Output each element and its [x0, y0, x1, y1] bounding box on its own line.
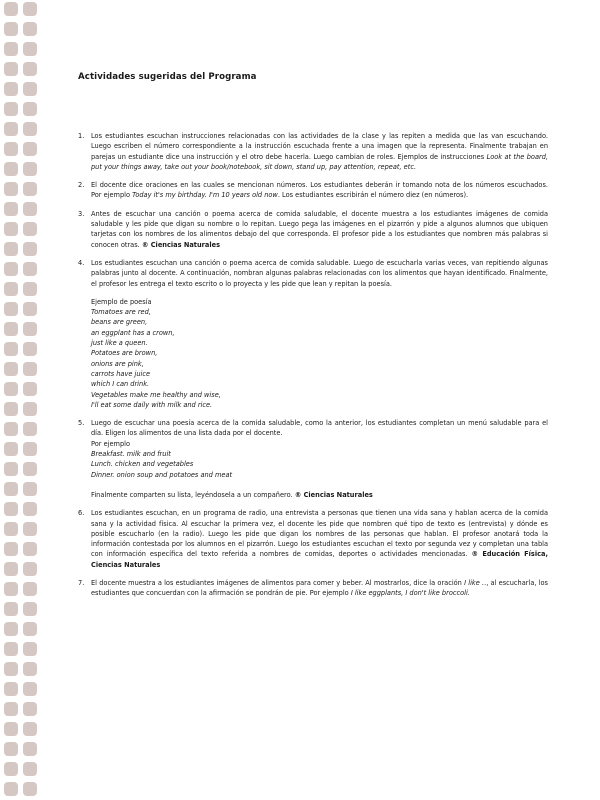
item-number: 2.: [78, 181, 85, 190]
example-label: Por ejemplo: [91, 439, 131, 448]
binding-hole: [4, 762, 18, 776]
binding-hole: [23, 262, 37, 276]
binding-hole: [4, 282, 18, 296]
binding-hole: [23, 102, 37, 116]
item-text: Luego de escuchar una poesía acerca de la comida saludable, como la anterior, los estudiantes completan un menú saludable para el día. Eligen los alimentos de una lista dada por el docente.: [91, 419, 548, 438]
item-number: 6.: [78, 509, 85, 518]
binding-hole: [23, 402, 37, 416]
poem-block: [91, 297, 548, 410]
binding-hole: [4, 322, 18, 336]
binding-hole: [23, 242, 37, 256]
poem-title: Ejemplo de poesía: [91, 297, 152, 306]
binding-hole: [23, 662, 37, 676]
binding-hole: [23, 422, 37, 436]
binding-hole: [23, 502, 37, 516]
binding-hole: [4, 422, 18, 436]
binding-hole: [4, 382, 18, 396]
list-item: [78, 180, 548, 201]
binding-hole: [23, 522, 37, 536]
item-number: 1.: [78, 132, 85, 140]
binding-hole: [4, 522, 18, 536]
menu-example: Lunch. chicken and vegetables: [91, 460, 194, 469]
binding-hole: [23, 782, 37, 796]
poem-line: which I can drink.: [91, 380, 150, 389]
binding-hole: [4, 262, 18, 276]
binding-hole: [4, 102, 18, 116]
binding-hole: [23, 742, 37, 756]
cross-curricular-link: ® Educación Física, Ciencias Naturales: [91, 550, 548, 569]
binding-hole: [23, 142, 37, 156]
item-text: Los estudiantes escuchan una canción o poema acerca de comida saludable. Luego de escucharla varias veces, van repitiendo algunas palabras junto al docente. A continuación, nombran algunas palabras relacionadas con los alimentos que hayan identificado. Finalmente, el profesor les entrega el texto escrito o lo proyecta y les pide que lean y repitan la poesía.: [91, 258, 548, 288]
binding-hole: [23, 2, 37, 16]
list-item: [78, 209, 548, 250]
list-item: [78, 258, 548, 410]
binding-hole: [23, 62, 37, 76]
binding-hole: [23, 622, 37, 636]
binding-hole: [4, 362, 18, 376]
binding-hole: [23, 82, 37, 96]
binding-hole: [23, 282, 37, 296]
binding-hole: [23, 182, 37, 196]
binding-hole: [4, 542, 18, 556]
item-text: Los estudiantes escuchan, en un programa de radio, una entrevista a personas que tienen una vida sana y hablan acerca de la comida sana y la actividad física. Al escuchar la primera vez, el docente les pide que nombren qué tipo de texto es (entrevista) y dónde es posible escucharlo (en la radio). Luego les pide que digan los nombres de las personas que hablan. El profesor anotará toda la información contestada por los alumnos en el pizarrón. Luego los estudiantes escuchan el texto por segunda vez y completan una tabla con información específica del texto referida a nombres de comidas, deportes o actividades mencionadas.: [91, 509, 548, 559]
binding-hole: [23, 482, 37, 496]
binding-hole: [4, 402, 18, 416]
binding-hole: [23, 562, 37, 576]
binding-hole: [4, 662, 18, 676]
list-item: [78, 508, 548, 570]
binding-hole: [23, 602, 37, 616]
binding-hole: [4, 782, 18, 796]
poem-line: an eggplant has a crown,: [91, 328, 175, 337]
binding-hole: [23, 642, 37, 656]
binding-hole: [23, 442, 37, 456]
binding-hole: [23, 222, 37, 236]
binding-hole: [4, 642, 18, 656]
poem-line: Tomatoes are red,: [91, 308, 151, 317]
binding-hole: [4, 702, 18, 716]
binding-hole: [4, 42, 18, 56]
cross-curricular-link: ® Ciencias Naturales: [294, 490, 373, 499]
poem-line: carrots have juice: [91, 369, 151, 378]
binding-hole: [4, 342, 18, 356]
document-page: [78, 72, 548, 607]
list-item: [78, 418, 548, 500]
binding-hole: [4, 562, 18, 576]
binding-hole: [4, 682, 18, 696]
binding-hole: [23, 582, 37, 596]
item-number: 4.: [78, 258, 85, 267]
binding-hole: [4, 742, 18, 756]
binding-hole: [23, 682, 37, 696]
binding-hole: [4, 22, 18, 36]
cross-curricular-link: ® Ciencias Naturales: [141, 240, 220, 249]
binding-hole: [4, 242, 18, 256]
spiral-binding: [0, 0, 42, 800]
binding-hole: [23, 762, 37, 776]
list-item: [78, 131, 548, 172]
english-example: Today it's my birthday. I'm 10 years old now: [132, 191, 278, 200]
poem-line: beans are green,: [91, 318, 148, 327]
english-example: Look at the board, put your things away, take out your book/notebook, sit down, stand up, pay attention, repeat, etc.: [91, 152, 548, 171]
binding-hole: [4, 302, 18, 316]
binding-hole: [23, 362, 37, 376]
list-item: [78, 578, 548, 599]
binding-hole: [4, 482, 18, 496]
item-number: 5.: [78, 419, 85, 428]
activity-list: [78, 131, 548, 599]
binding-hole: [23, 382, 37, 396]
item-text-continued: ., al escucharla, los estudiantes que concuerdan con la afirmación se pondrán de pie. Por ejemplo: [91, 578, 548, 598]
spacer: [91, 480, 548, 490]
binding-hole: [23, 702, 37, 716]
closing-text: Finalmente comparten su lista, leyéndosela a un compañero.: [91, 490, 295, 499]
item-number: 7.: [78, 578, 85, 587]
binding-hole: [4, 82, 18, 96]
item-text: El docente dice oraciones en las cuales se mencionan números. Los estudiantes deberán ir tomando nota de los números escuchados. Por ejemplo: [91, 181, 548, 200]
item-text: Los estudiantes escuchan instrucciones relacionadas con las actividades de la clase y las repiten a medida que las van escuchando. Luego escriben el número correspondiente a la instrucción escuchada frente a una imagen que la representa. Finalmente trabajan en parejas un estudiante dice una instrucción y el otro debe hacerla. Luego cambian de roles. Ejemplos de instrucciones: [91, 132, 548, 161]
binding-hole: [4, 202, 18, 216]
item-number: 3.: [78, 209, 85, 218]
binding-hole: [4, 182, 18, 196]
binding-hole: [23, 722, 37, 736]
binding-hole: [4, 462, 18, 476]
binding-hole: [4, 582, 18, 596]
binding-hole: [4, 602, 18, 616]
binding-hole: [23, 342, 37, 356]
poem-line: Potatoes are brown,: [91, 349, 158, 358]
binding-hole: [23, 202, 37, 216]
poem-line: just like a queen.: [91, 339, 148, 348]
binding-hole: [4, 622, 18, 636]
binding-hole: [23, 542, 37, 556]
binding-hole: [4, 222, 18, 236]
binding-hole: [23, 122, 37, 136]
page-title: Actividades sugeridas del Programa: [78, 72, 257, 82]
binding-hole: [4, 722, 18, 736]
binding-hole: [4, 62, 18, 76]
binding-hole: [4, 442, 18, 456]
item-text-continued: . Los estudiantes escribirán el número diez (en números).: [277, 191, 469, 200]
binding-hole: [23, 42, 37, 56]
binding-hole: [4, 162, 18, 176]
poem-line: onions are pink,: [91, 359, 144, 368]
binding-hole: [4, 122, 18, 136]
english-example: I like eggplants, I don't like broccoli.: [350, 589, 470, 598]
english-example: I like .: [464, 578, 485, 587]
binding-hole: [23, 302, 37, 316]
poem-line: Vegetables make me healthy and wise,: [91, 390, 221, 399]
binding-hole: [23, 322, 37, 336]
binding-hole: [23, 462, 37, 476]
menu-example: Dinner. onion soup and potatoes and meat: [91, 470, 233, 479]
binding-hole: [4, 502, 18, 516]
item-text: Antes de escuchar una canción o poema acerca de comida saludable, el docente muestra a los estudiantes imágenes de comida saludable y les pide que digan su nombre o lo repitan. Luego pega las imágenes en el pizarrón y pide a algunos alumnos que ubiquen tarjetas con los nombres de los alimentos debajo del que corresponda. El profesor pide a los estudiantes que nombren más palabras si conocen otras.: [91, 209, 548, 249]
binding-hole: [23, 162, 37, 176]
binding-hole: [4, 2, 18, 16]
binding-hole: [4, 142, 18, 156]
binding-hole: [23, 22, 37, 36]
item-text: El docente muestra a los estudiantes imágenes de alimentos para comer y beber. Al mostrarlos, dice la oración: [91, 578, 465, 587]
menu-example: Breakfast. milk and fruit: [91, 450, 171, 459]
poem-line: I'll eat some daily with milk and rice.: [91, 400, 213, 409]
